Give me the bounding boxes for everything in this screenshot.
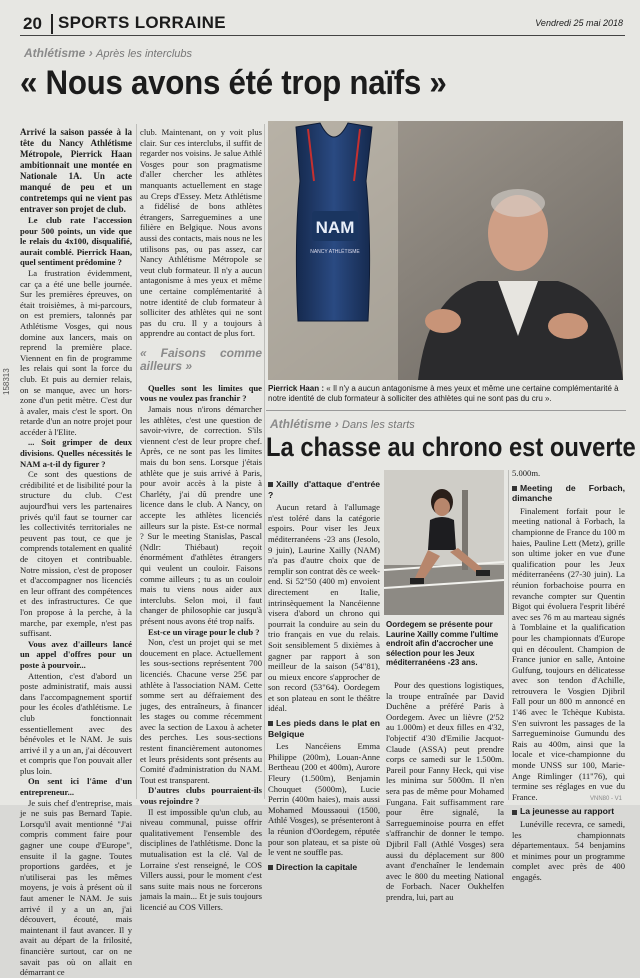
article-paragraph (140, 637, 262, 785)
paragraph-text: Les Nancéiens Emma Philippe (200m), Louan-Anne Bertheau (200 et 400m), Aurore Fleury (1.500m), Benjamin Chouquet (5000m), Lucie Perrin (400m haies), mais aussi Mohamed Moussaoui (1500, Athlé Vosges), se présenteront à la réunion d'Oordegem, réputée pour son plateau, et sa piste où le vent ne souffle pas. (268, 741, 380, 858)
paragraph-text: Je suis chef d'entreprise, mais je ne suis pas Bernard Tapie. Lorsqu'il avait mentionné "J'ai compris comment faire pour gagner une coupe d'Europe", ensuite il la gagne. Toutes proportions gardées, et je n'utiliserai pas les mêmes moyens, je vois à présent où il faut amener le NAM. Je suis arrivé il y a un an, j'ai découvert, écouté, mais maintenant il faut avancer. Il y avait au départ de la frilosité, financière surtout, car on ne savait pas où on allait en démarrant ce (20, 797, 132, 978)
paragraph-text: club. Maintenant, on y voit plus clair. Sur ces interclubs, il suffit de regarder nos voisins. Je salue Athlé Vosges pour son pragmatisme d'aller chercher les athlètes manquants actuellement en stage au Creps d'Essey. Metz Athlétisme a fidélisé de bons athlètes étrangers, Sarreguemines a une filière en Belgique. Nous avons aussi des contacts, mais nous ne les utilisons pas, ou pas assez, car Nancy Athlétisme Métropole se veut club formateur. Il n'y a aucun antagonisme à mes yeux et même une certaine complémentarité à notre identité de club formateur à solliciter des athlètes qui ne sont pas du cru. Il y a toujours à apprendre au contact de plus fort. (140, 127, 262, 339)
subhead (512, 483, 625, 504)
article-paragraph (140, 404, 262, 626)
article-paragraph (20, 268, 132, 438)
paragraph-text: On sent ici l'âme d'un entrepreneur... (20, 776, 132, 798)
bullet-square-icon (268, 865, 273, 870)
interview-question (20, 776, 132, 797)
article2-column-2 (386, 680, 504, 902)
article-column-1 (20, 127, 132, 978)
caption-name: Pierrick Haan : (268, 384, 325, 393)
paragraph-text: Meeting de Forbach, dimanche (512, 482, 625, 504)
caption-text: « Il n'y a aucun antagonisme à mes yeux et même une certaine complémentarité à notre identité de club formateur à solliciter des athlètes qui ne sont pas du cru ». (268, 384, 619, 403)
subhead (268, 479, 380, 500)
article-paragraph (512, 468, 625, 479)
article-lead: Arrivé la saison passée à la tête du Nancy Athlétisme Métropole, Pierrick Haan ambitionnait une montée en Nationale 1A. Un acte manqué de peu et un contretemps qui ne vient pas entraver son projet de club. (20, 127, 132, 214)
interview-question (20, 215, 132, 268)
paragraph-text: Xailly d'attaque d'entrée ? (268, 479, 380, 500)
interview-question (140, 627, 262, 638)
kicker-chevron-icon: › (88, 46, 97, 60)
article-paragraph (140, 807, 262, 913)
bullet-square-icon (268, 721, 273, 726)
interview-question (140, 383, 262, 404)
pull-quote (140, 347, 262, 373)
paragraph-text: Vous avez d'ailleurs lancé un appel d'offres pour un poste à pourvoir... (20, 638, 132, 670)
column-rule (264, 124, 265, 799)
page-number: 20 (23, 14, 42, 33)
column-body (20, 215, 132, 978)
header-divider (51, 14, 53, 34)
article-paragraph (20, 798, 132, 978)
article-headline: « Nous avons été trop naïfs » (20, 64, 447, 102)
paragraph-text: Lunéville recevra, ce samedi, les championnats départementaux. 54 benjamins et minimes pour un programme complet avec près de 400 engagés. (512, 819, 625, 882)
paragraph-text: Quelles sont les limites que vous ne voulez pas franchir ? (140, 382, 262, 404)
footer-code: VNN80 - V1 (589, 796, 622, 802)
column-rule (508, 470, 509, 800)
paragraph-text: Attention, c'est d'abord un poste administratif, mais aussi dans l'accompagnement sportif pour les écoles d'athlétisme. Le club fonctionnait essentiellement avec des bénévoles et le NAM. Je suis arrivé il y a un an, j'ai découvert et compris que l'on pouvait aller plus loin. (20, 670, 132, 776)
section-title: SPORTS LORRAINE (58, 13, 226, 32)
article-paragraph (140, 127, 262, 339)
paragraph-text: 5.000m. (512, 468, 541, 478)
athlete-photo (384, 470, 504, 615)
paragraph-text: ... Soit grimper de deux divisions. Quelles nécessités le NAM a-t-il dy figurer ? (20, 437, 132, 469)
paragraph-text: Est-ce un virage pour le club ? (148, 626, 260, 637)
kicker-sub: Dans les starts (342, 419, 415, 431)
paragraph-text: Direction la capitale (276, 861, 358, 872)
interview-photo (268, 121, 623, 380)
article-paragraph (512, 506, 625, 803)
paragraph-text: Aucun retard à l'allumage n'est toléré dans la catégorie espoirs. Pour viser les Jeux méditerranéens -23 ans (Jesolo, 9 juin), Laurine Xailly (NAM) n'a pas d'autre choix que de remplir son contrat dès ce week-end. Si 52"50 (400 m) envoient directement en Italie, intrinsèquement la Nancéienne visera d'abord un chrono qui pourrait la conduire au sein du trio français en vue du relais. Soit sensiblement 5 dixièmes à gagner par rapport à son meilleur de la saison (54"81), ou mieux encore s'approcher de son record (53"64). Oordegem et son plateau en sont le théâtre idéal. (268, 502, 380, 714)
article2-column-1 (268, 475, 380, 872)
interview-question (140, 785, 262, 806)
subhead (512, 806, 625, 817)
kicker-label: Athlétisme (270, 417, 332, 431)
paragraph-text: Il est impossible qu'un club, au niveau communal, puisse offrir qualitativement l'ensemble des disciplines de l'athlétisme. Donc la mutualisation est la clé. Val de Lorraine s'est renseigné, le COS Villers aussi, pour le moment c'est sans suite mais nous ne forcerons jamais la main... Et je suis toujours licencié au COS Villers. (140, 806, 262, 912)
paragraph-text: Le club rate l'accession pour 500 points, un vide que le relais du 4x100, disqualifié, aurait comblé. Pierrick Haan, quel sentiment prédomine ? (20, 215, 132, 268)
article-column-2 (140, 127, 262, 912)
article-paragraph (268, 741, 380, 858)
header-rule (20, 35, 625, 36)
article2-headline: La chasse au chrono est ouverte (266, 432, 636, 462)
kicker-label: Athlétisme (24, 46, 86, 60)
athlete-illustration (384, 470, 504, 615)
paragraph-text: D'autres clubs pourraient-ils vous rejoindre ? (140, 785, 262, 807)
column-rule (136, 124, 137, 799)
interview-question (20, 437, 132, 469)
interview-question (20, 639, 132, 671)
bullet-square-icon (512, 486, 517, 491)
article-paragraph (268, 502, 380, 714)
paragraph-text: Jamais nous n'irons démarcher les athlètes, c'est une question de savoir-vivre, de correction. S'ils viennent c'est de leur propre chef. Après, ce ne sont pas les limites mais du bon sens. Lorsque j'étais athlète que je suis arrivé à Paris, pour avoir accès à la piste à Charléty, j'ai dû prendre une licence dans le club. A Nancy, on accepte les athlètes licenciés ailleurs sur la piste. Est-ce normal ? Sur le meeting Stanislas, Pascal (Ndlr: Thiébaut) reçoit énormément d'athlètes étrangers qui veulent un couloir. Faisons comme ailleurs ; tu as un couloir mais tu viens nous aider aux interclubs. Selon moi, il faut changer de philosophie car jusqu'à présent nous avons été trop naïfs. (140, 404, 262, 626)
article-paragraph (386, 680, 504, 902)
jersey-logo-text: NAM (315, 218, 355, 237)
paragraph-text: Les pieds dans le plat en Belgique (268, 718, 380, 739)
issue-date: Vendredi 25 mai 2018 (535, 18, 623, 28)
bullet-square-icon (268, 482, 273, 487)
photo-illustration (268, 121, 623, 380)
paragraph-text: Non, c'est un projet qui se met doucement en place. Actuellement les sous-sections représentent 700 licenciés. Chacune verse 25€ par athlète à l'association NAM. Cette somme sert au défraiement des juges, des entraîneurs, à financer les stages ou comme récemment avec la section de Laxou à acheter des perches. Les sous-sections restent financièrement autonomes et leurs présidents sont présents au Comité d'administration du NAM. Tout est transparent. (140, 637, 262, 785)
jersey-sub-text: NANCY ATHLÉTISME (310, 249, 360, 255)
article-divider (266, 410, 626, 411)
paragraph-text: Finalement forfait pour le meeting national à Forbach, la championne de France du 100 m haies, Pauline Lett (Metz), grille son ultime joker en vue d'une qualification pour les Jeux méditerranéens (27-30 juin). La réunion forbachoise pourra en revanche compter sur Quentin Bigot qui évoluera l'esprit libéré avec ses 76 m au marteau signés à Tomblaine et la qualification pour les championnats d'Europe qui en découlent. Champion de France junior en salle, Antoine Gulfung, toujours en délicatesse avec son tendon d'Achille, retrouvera le Vosgien Djibril Fall pour un 800 m annoncé en 1'46 avec le Tchèque Kubista. S'en suivront les passages de la Sarregueminoise Gumundu des Rais au 400m, ainsi que la locale et vice-championne du monde UNSS sur 100, Marie-Ange Rimlinger (11"76), qui termine ses réglages en vue du France. (512, 505, 625, 802)
article-paragraph (20, 469, 132, 639)
bullet-square-icon (512, 810, 517, 815)
article-paragraph (512, 819, 625, 883)
kicker-sub: Après les interclubs (96, 48, 193, 60)
paragraph-text: La jeunesse au rapport (520, 806, 615, 817)
subhead (268, 862, 380, 873)
article-kicker (24, 46, 192, 60)
article2-kicker (270, 417, 415, 431)
athlete-photo-caption: Oordegem se présente pour Laurine Xailly comme l'ultime endroit afin d'accrocher une sélection pour les Jeux méditerranéens -23 ans. (386, 620, 499, 668)
article-paragraph (20, 671, 132, 777)
paragraph-text: Pour des questions logistiques, la troupe entraînée par David Duchêne a préféré Paris à Oordegem. Avec un lièvre (2'52 au 1.000m) et deux filles en 4'32, l'objectif 4'30 d'Emilie Jacquot-Claude (ASSA) peut prendre corps ce samedi sur le 1.500m. Pareil pour Fanny Heck, qui vise les minima sur 5000m. Il n'en sera pas de même pour Mohamed Fungana. Fait suffisamment rare pour être signalé, la Sarregueminoise pourra en effet s'affranchir de donner le tempo. Djibril Fall (Athlé Vosges) sera aussi du déplacement sur 800 avant d'enchaîner le lendemain avec le 800 du meeting National de Forbach. Nacer Oukhelfen prendra, lui, part au (386, 680, 504, 902)
paragraph-text: Ce sont des questions de crédibilité et de lisibilité pour la structure du club. C'est aujourd'hui vers les partenaires privés qu'il faut se tourner car les collectivités territoriales ne peuvent pas tout, ce que je comprends totalement en qualité de citoyen et contribuable. Notre mission, c'est de proposer et d'accompagner nos licenciés en leur offrant des compétences et des infrastructures. Ce que l'on propose à la perche, à la marche, par exemple, n'est pas suffisant. (20, 469, 132, 639)
subhead (268, 718, 380, 739)
side-code: 158313 (2, 368, 11, 395)
photo-caption (268, 384, 623, 404)
paragraph-text: « Faisons comme ailleurs » (140, 345, 262, 373)
paragraph-text: La frustration évidemment, car ça a été une belle journée. Sur les premières épreuves, on était troisièmes, à mi-parcours, on est premiers, talonnés par Athlétisme Vosges, qui nous domine aux lancers, mais on reprend la première place. Viennent en fin de programme les relais qui sont la force du club. Et puis au dernier relais, on se manque, avec un hors-zone d'un petit mètre. C'est dur à avaler, mais c'est le sport. On retarde d'un an notre projet pour accéder à l'Elite. (20, 267, 132, 437)
kicker-chevron-icon: › (334, 417, 343, 431)
